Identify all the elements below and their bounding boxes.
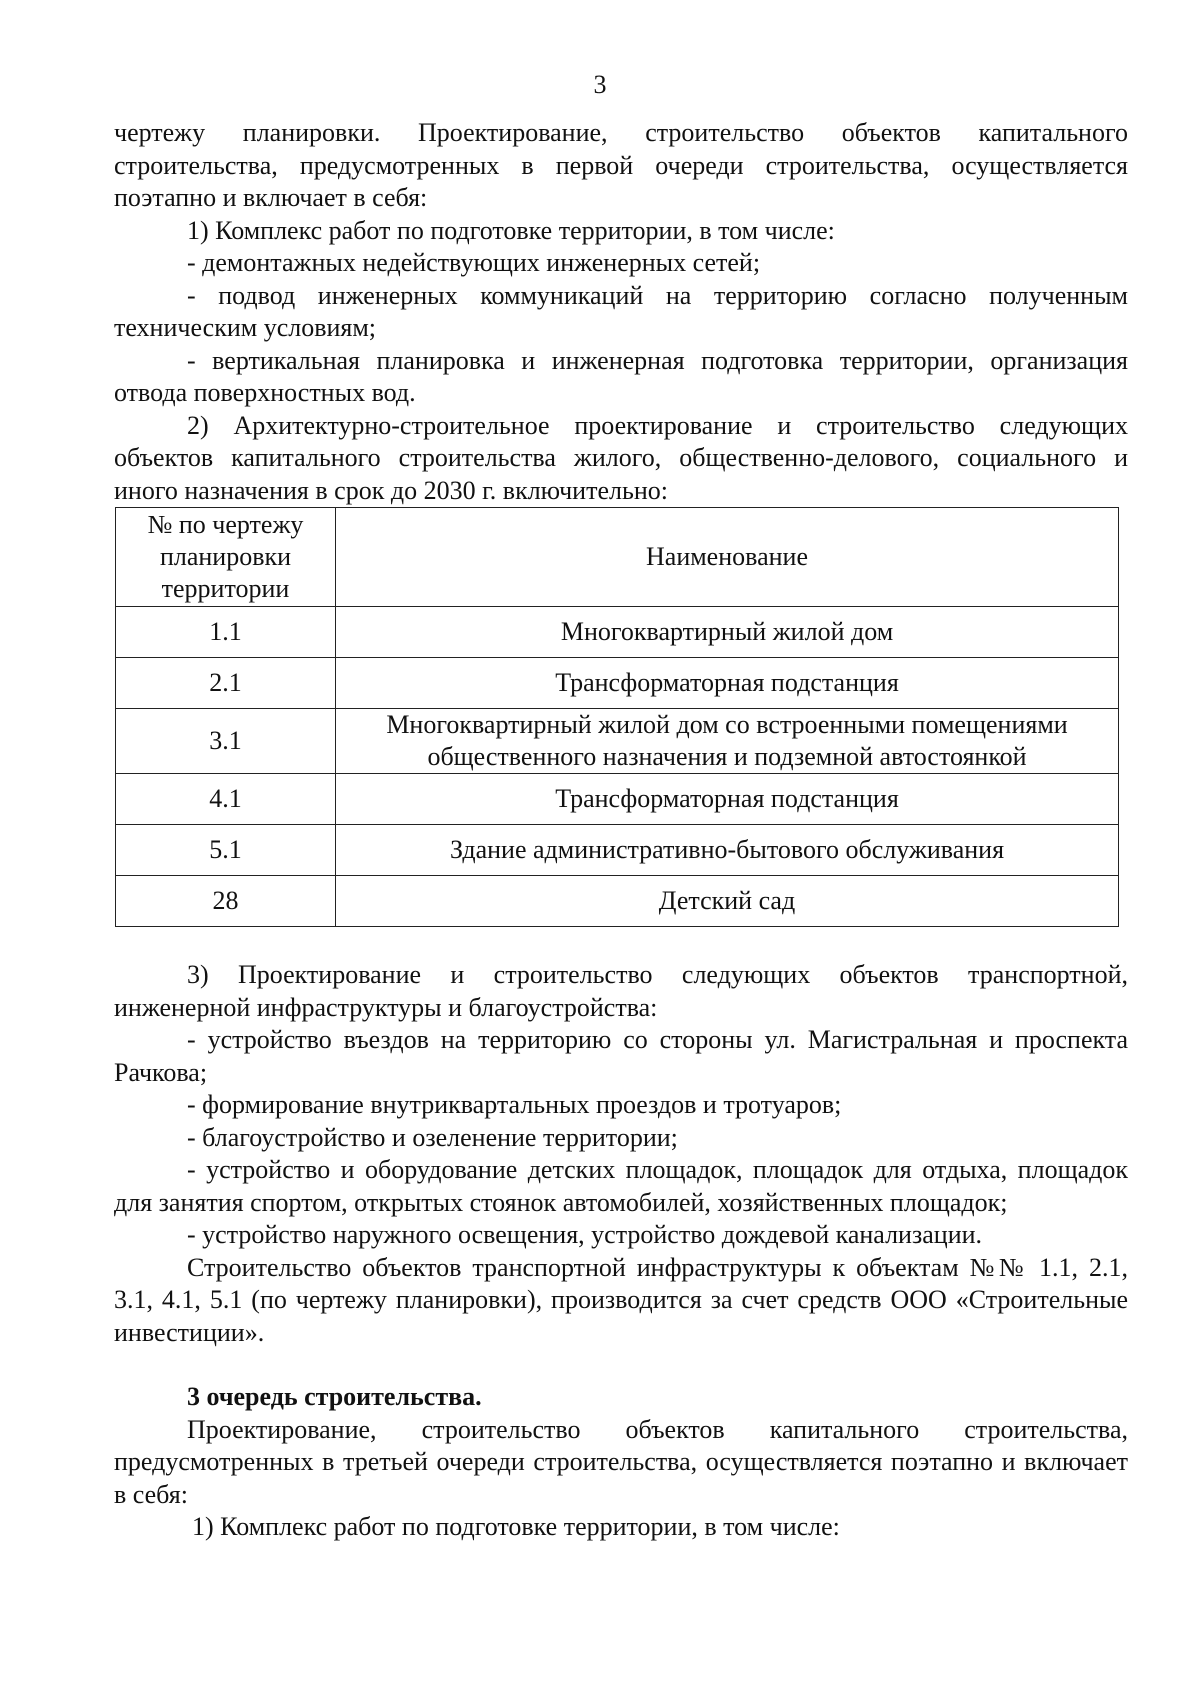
- table-row: [116, 774, 1119, 825]
- list-item: - устройство наружного освещения, устройство дождевой канализации.: [187, 1220, 983, 1249]
- list-item: 1) Комплекс работ по подготовке территории, в том числе:: [187, 215, 835, 245]
- table-cell-number: 1.1: [116, 607, 336, 658]
- page-number: 3: [593, 70, 607, 99]
- list-item: - подвод инженерных коммуникаций на территорию согласно полученным техническим условиям;: [114, 280, 1128, 342]
- list-item: - устройство въездов на территорию со стороны ул. Магистральная и проспекта Рачкова;: [114, 1025, 1128, 1087]
- document-body: [114, 117, 1128, 1544]
- list-item: 2) Архитектурно-строительное проектирование и строительство следующих объектов капитального строительства жилого, общественно-делового, социального и иного назначения в срок до 2030 г. включительно:: [114, 410, 1128, 505]
- column-header-number: № по чертежу планировки территории: [116, 508, 336, 607]
- table-cell-number: 28: [116, 876, 336, 927]
- table-row: [116, 825, 1119, 876]
- spacer: [114, 1349, 1128, 1381]
- table-row: [116, 876, 1119, 927]
- table-row: [116, 607, 1119, 658]
- spacer: [114, 927, 1128, 959]
- table-cell-name: Детский сад: [336, 876, 1119, 927]
- section-heading: 3 очередь строительства.: [187, 1382, 482, 1411]
- objects-table: [115, 507, 1119, 927]
- list-item: - вертикальная планировка и инженерная подготовка территории, организация отвода поверхностных вод.: [114, 345, 1128, 407]
- table-row: [116, 709, 1119, 774]
- table-cell-number: 5.1: [116, 825, 336, 876]
- list-item: - благоустройство и озеленение территории;: [187, 1122, 678, 1152]
- paragraph: Проектирование, строительство объектов капитального строительства, предусмотренных в третьей очереди строительства, осуществляется поэтапно и включает в себя:: [114, 1414, 1128, 1509]
- list-item: - формирование внутриквартальных проездов и тротуаров;: [187, 1090, 842, 1119]
- table-cell-name: Многоквартирный жилой дом со встроенными помещениями общественного назначения и подземной автостоянкой: [336, 709, 1119, 774]
- list-item: - демонтажных недействующих инженерных сетей;: [187, 248, 761, 277]
- table-row: [116, 658, 1119, 709]
- table-header-row: [116, 508, 1119, 607]
- table-cell-name: Трансформаторная подстанция: [336, 658, 1119, 709]
- paragraph: Строительство объектов транспортной инфраструктуры к объектам №№ 1.1, 2.1, 3.1, 4.1, 5.1 (по чертежу планировки), производится за счет средств ООО «Строительные инвестиции».: [114, 1252, 1128, 1347]
- paragraph: чертежу планировки. Проектирование, строительство объектов капитального строительства, предусмотренных в первой очереди строительства, осуществляется поэтапно и включает в себя:: [114, 118, 1128, 212]
- table-cell-name: Здание административно-бытового обслуживания: [336, 825, 1119, 876]
- table-cell-name: Многоквартирный жилой дом: [336, 607, 1119, 658]
- table-cell-number: 4.1: [116, 774, 336, 825]
- list-item: - устройство и оборудование детских площадок, площадок для отдыха, площадок для занятия спортом, открытых стоянок автомобилей, хозяйственных площадок;: [114, 1155, 1128, 1217]
- table-cell-number: 3.1: [116, 709, 336, 774]
- list-item: 3) Проектирование и строительство следующих объектов транспортной, инженерной инфраструктуры и благоустройства:: [114, 960, 1128, 1022]
- table-cell-name: Трансформаторная подстанция: [336, 774, 1119, 825]
- column-header-name: Наименование: [336, 508, 1119, 607]
- table-cell-number: 2.1: [116, 658, 336, 709]
- list-item: 1) Комплекс работ по подготовке территории, в том числе:: [192, 1512, 840, 1541]
